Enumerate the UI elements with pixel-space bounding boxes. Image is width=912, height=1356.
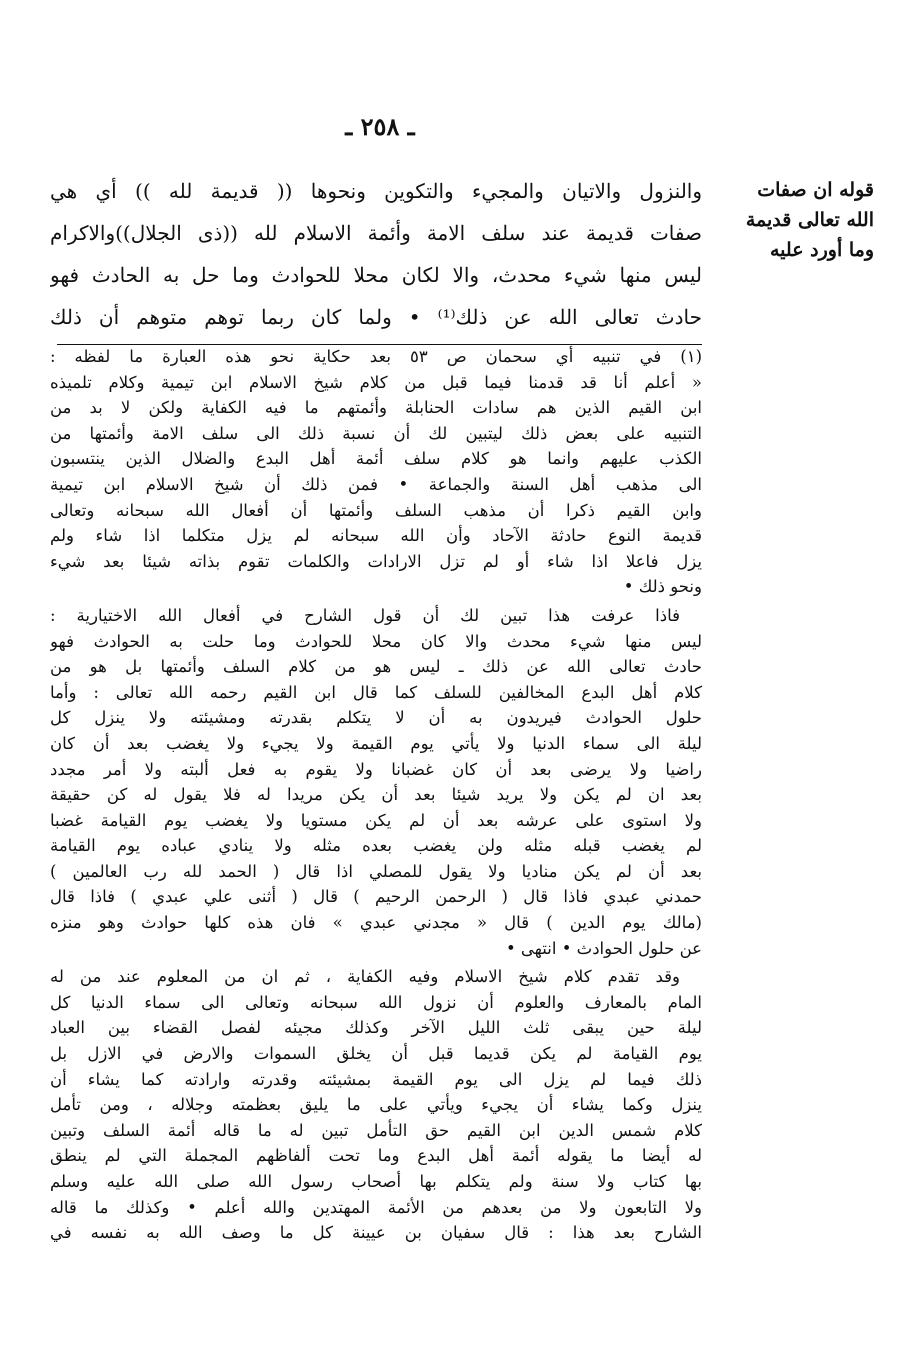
footnote-line: يوم القيامة لم يكن قديما قبل أن يخلق السموات والارض في الازل بل	[50, 1044, 702, 1064]
footnote-line: وابن القيم ذكرا أن مذهب السلف وأئمتها أن أفعال الله سبحانه وتعالى	[50, 500, 702, 520]
footnote-line: (١) في تنبيه أي سحمان ص ٥٣ بعد حكاية نحو هذه العبارة ما لفظه :	[50, 347, 702, 366]
footnote-line: راضيا ولا يرضى بعد أن كان غضبانا ولا يقوم به فعل ألبته ولا أمر مجدد	[50, 759, 702, 779]
footnote-line: يزل فاعلا اذا شاء أو لم تزل الارادات والكلمات تقوم بذاته شيئا بعد شيء	[50, 551, 702, 571]
footnote-line: عن حلول الحوادث • انتهى •	[505, 938, 702, 958]
main-text-line: حادث تعالى الله عن ذلك⁽¹⁾ • ولما كان ربما توهم متوهم أن ذلك	[50, 305, 702, 329]
footnote-line: وقد تقدم كلام شيخ الاسلام وفيه الكفاية ، ثم ان من المعلوم عند من له	[50, 967, 680, 987]
footnote-line: كلام أهل البدع المخالفين للسلف كما قال ابن القيم رحمه الله تعالى : وأما	[50, 682, 702, 702]
footnote-line: الى مذهب أهل السنة والجماعة • فمن ذلك أن شيخ الاسلام ابن تيمية	[50, 474, 702, 494]
footnote-line: فاذا عرفت هذا تبين لك أن قول الشارح في أفعال الله الاختيارية :	[50, 605, 680, 625]
footnote-line: ابن القيم الذين هم سادات الحنابلة وأئمتهم ما فيه الكفاية ولكن لا بد من	[50, 398, 702, 418]
footnote-line: الشارح بعد هذا : قال سفيان بن عيينة كل ما وصف الله به نفسه في	[50, 1223, 702, 1243]
footnote-line: ولا التابعون ولا من بعدهم من الأئمة المهتدين والله أعلم • وكذلك ما قاله	[50, 1197, 702, 1217]
footnote-line: ونحو ذلك •	[623, 577, 702, 597]
margin-heading-line: وما أورد عليه	[769, 239, 874, 261]
footnote-line: كلام شمس الدين ابن القيم حق التأمل تبين له ما قاله أئمة السلف وتبين	[50, 1120, 702, 1140]
main-text-line: والنزول والاتيان والمجيء والتكوين ونحوها (( قديمة لله )) أي هي	[50, 179, 702, 203]
footnote-line: حلول الحوادث فيريدون به أن لا يتكلم بقدرته ومشيئته ولا ينزل كل	[50, 708, 702, 728]
footnote-line: ليلة الى سماء الدنيا ولا يأتي يوم القيمة ولا يجيء ولا يغضب بعد أن كان	[50, 733, 702, 753]
footnote-line: الكذب عليهم وانما هو كلام سلف أئمة أهل البدع والضلال الذين ينتسبون	[50, 449, 702, 469]
footnote-line: التنبيه على بعض ذلك ليتبين لك أن نسبة ذلك الى سلف الامة وأئمتها من	[50, 423, 702, 443]
footnote-line: حادث تعالى الله عن ذلك ـ ليس هو من كلام السلف وأئمتها بل هو من	[50, 657, 702, 677]
footnote-line: حمدني عبدي فاذا قال ( الرحمن الرحيم ) قال ( أثنى علي عبدي ) فاذا قال	[50, 887, 702, 907]
footnote-line: ينزل وكما يشاء أن يجيء ويأتي على ما يليق بعظمته وجلاله ، ومن تأمل	[50, 1095, 702, 1115]
footnote-line: له أيضا ما يقوله أئمة أهل البدع وما تحت ألفاظهم المجملة التي لم ينطق	[50, 1146, 702, 1166]
margin-heading	[724, 175, 874, 265]
page-number: ـ ٢٥٨ ـ	[345, 112, 415, 141]
footnote-line: ليس منها شيء محدث والا كان محلا للحوادث وما حلت به الحوادث فهو	[50, 631, 702, 651]
footnote-line: (مالك يوم الدين ) قال « مجدني عبدي » فان هذه كلها حوادث وهو منزه	[50, 913, 702, 933]
main-text-line: صفات قديمة عند سلف الامة وأئمة الاسلام لله ((ذى الجلال))والاكرام	[50, 221, 702, 245]
footnote-line: المام بالمعارف والعلوم أن نزول الله سبحانه وتعالى الى سماء الدنيا كل	[50, 992, 702, 1012]
footnote-line: ذلك فيما لم يزل الى يوم القيمة بمشيئته وقدرته وارادته كما يشاء أن	[50, 1069, 702, 1089]
footnote-line: قديمة النوع حادثة الآحاد وأن الله سبحانه لم يزل متكلما اذا شاء ولم	[50, 526, 702, 546]
footnote	[50, 344, 702, 1246]
margin-heading-line: قوله ان صفات	[757, 179, 874, 201]
footnote-line: « أعلم أنا قد قدمنا فيما قبل من كلام شيخ الاسلام ابن تيمية وكلام تلميذه	[50, 372, 702, 392]
footnote-line: لم يغضب قبله مثله ولن يغضب بعده مثله ولا ينادي عباده يوم القيامة	[50, 836, 702, 856]
footnote-line: بعد ان لم يكن ولا يريد شيئا بعد أن يكن مريدا له فلا يقول له كن حقيقة	[50, 785, 702, 805]
footnote-line: ولا استوى على عرشه بعد أن لم يكن مستويا ولا يغضب يوم القيامة غضبا	[50, 810, 702, 830]
footnote-line: بها كتاب ولا سنة ولم يتكلم بها أصحاب رسول الله صلى الله عليه وسلم	[50, 1172, 702, 1191]
footnote-line: ليلة حين يبقى ثلث الليل الآخر وكذلك مجيئه لفصل القضاء بين العباد	[50, 1018, 702, 1038]
footnote-line: بعد أن لم يكن مناديا ولا يقول للمصلي اذا قال ( الحمد لله رب العالمين )	[50, 861, 702, 881]
main-text	[50, 170, 702, 338]
margin-heading-line: الله تعالى قديمة	[745, 209, 874, 231]
main-text-line: ليس منها شيء محدث، والا لكان محلا للحوادث وما حل به الحادث فهو	[50, 263, 702, 287]
